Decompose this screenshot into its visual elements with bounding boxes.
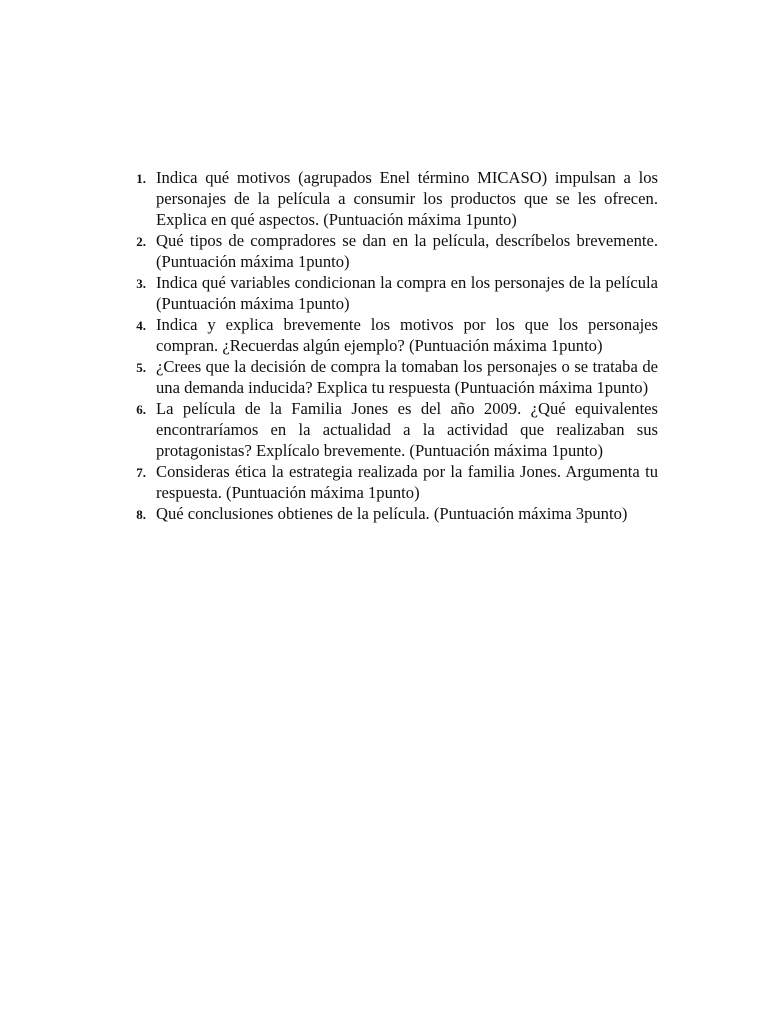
question-text: Indica qué variables condicionan la compra en los personajes de la película (Puntuación máxima 1punto) <box>156 273 658 313</box>
question-number: 6. <box>136 402 146 417</box>
question-item-4 <box>111 314 658 356</box>
question-text: Indica qué motivos (agrupados Enel término MICASO) impulsan a los personajes de la película a consumir los productos que se les ofrecen. Explica en qué aspectos. (Puntuación máxima 1punto) <box>156 168 658 229</box>
question-text: Indica y explica brevemente los motivos por los que los personajes compran. ¿Recuerdas algún ejemplo? (Puntuación máxima 1punto) <box>156 315 658 355</box>
question-number: 3. <box>136 276 146 291</box>
question-item-2 <box>111 230 658 272</box>
question-item-6 <box>111 398 658 461</box>
question-item-1 <box>111 167 658 230</box>
question-text: ¿Crees que la decisión de compra la tomaban los personajes o se trataba de una demanda inducida? Explica tu respuesta (Puntuación máxima 1punto) <box>156 357 658 397</box>
question-text: Qué tipos de compradores se dan en la película, descríbelos brevemente. (Puntuación máxima 1punto) <box>156 231 658 271</box>
question-text: Qué conclusiones obtienes de la película. (Puntuación máxima 3punto) <box>156 504 628 523</box>
question-number: 2. <box>136 234 146 249</box>
question-number: 1. <box>136 171 146 186</box>
question-list <box>111 167 658 525</box>
question-item-7 <box>111 461 658 503</box>
question-item-3 <box>111 272 658 314</box>
question-text: Consideras ética la estrategia realizada por la familia Jones. Argumenta tu respuesta. (Puntuación máxima 1punto) <box>156 462 658 502</box>
question-item-5 <box>111 356 658 398</box>
question-text: La película de la Familia Jones es del año 2009. ¿Qué equivalentes encontraríamos en la actualidad a la actividad que realizaban sus protagonistas? Explícalo brevemente. (Puntuación máxima 1punto) <box>156 399 658 460</box>
question-number: 5. <box>136 360 146 375</box>
question-number: 4. <box>136 318 146 333</box>
question-item-8 <box>111 503 658 525</box>
question-number: 8. <box>136 507 146 522</box>
question-number: 7. <box>136 465 146 480</box>
